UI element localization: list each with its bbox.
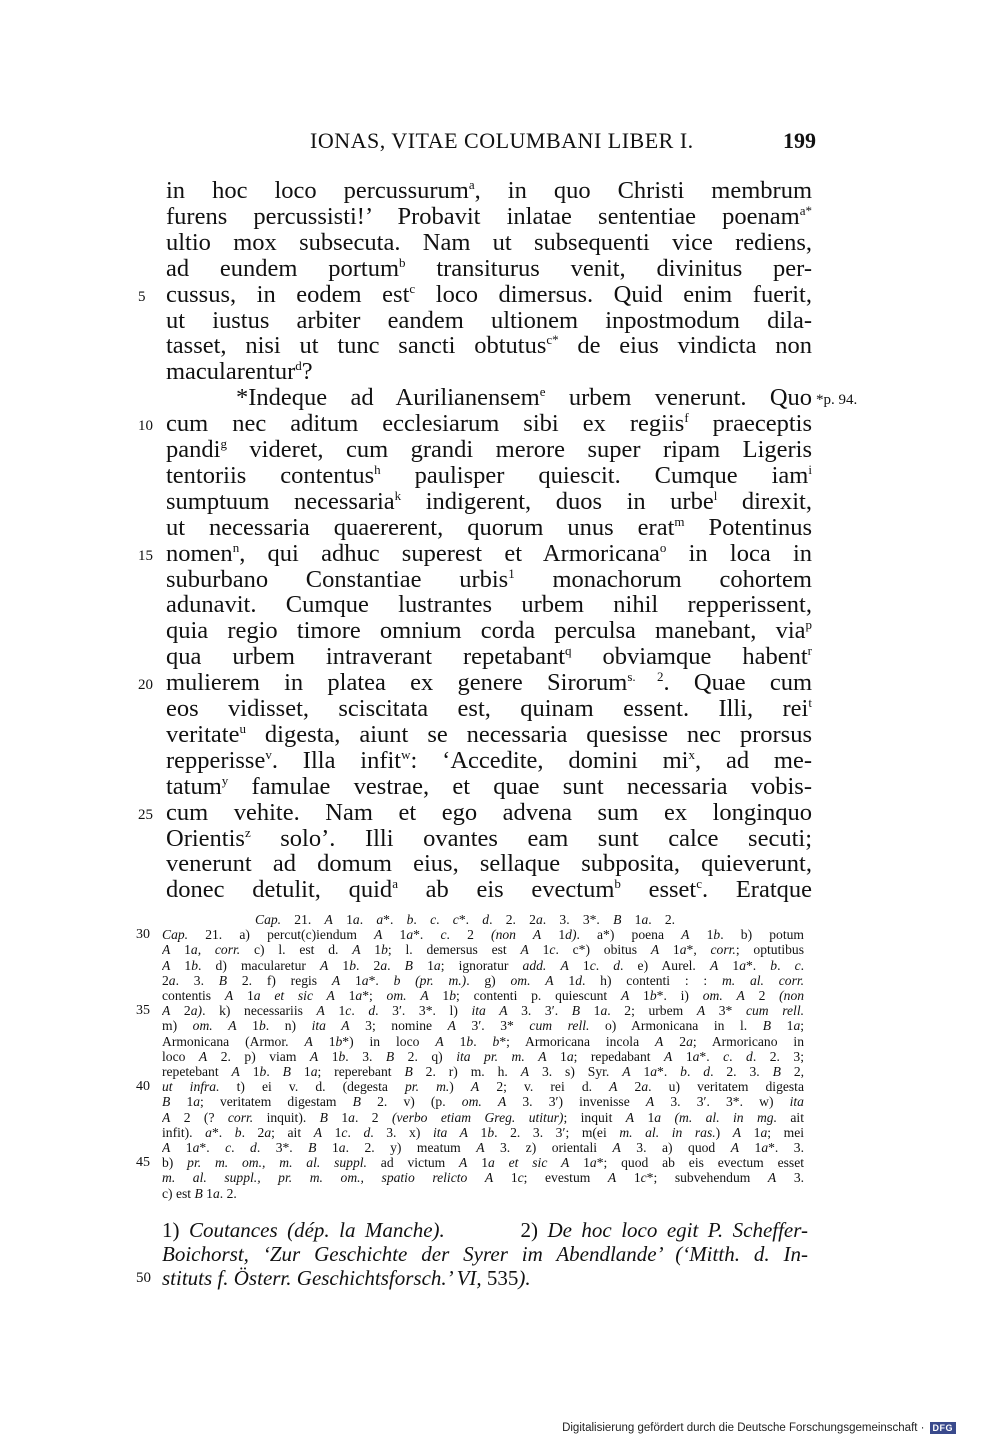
text-line: sumptuum necessaria$^k$ indigerent, duos in urbe$^l$ direxit, [166, 487, 812, 515]
margin-page-reference: *p. 94. [816, 392, 858, 409]
apparatus-line: b) pr. m. om., m. al. suppl. ad victum A 1a et sic A 1a*; quod ab eis evectum esset [162, 1155, 804, 1171]
text-line: eos vidisset, sciscitata est, quinam essent. Illi, rei$^t$ [166, 695, 812, 722]
apparatus-line: A 1a, corr. c) l. est d. A 1b; l. demersus est A 1c. c*) obitus A 1a*, corr.; optutibus [162, 942, 804, 958]
text-line: nomen$^n$, qui adhuc superest et Armoricana$^o$ in loca in [166, 539, 813, 567]
apparatus-line: B 1a; veritatem digestam B 2. v) (p. om. A 3. 3′) invenisse A 3. 3′. 3*. w) ita [162, 1094, 804, 1110]
text-line: donec detulit, quid$^a$ ab eis evectum$^b$ esset$^c$. Eratque [166, 876, 813, 904]
apparatus-line: Cap. 21. a) percut(c)iendum A 1a*. c. 2 (non A 1d). a*) poena A 1b. b) potum [162, 927, 804, 943]
running-head [160, 128, 816, 158]
text-line: macularentur$^d$? [166, 358, 313, 386]
text-line: qua urbem intraverant repetabant$^q$ obviamque habent$^r$ [166, 643, 812, 671]
text-line: venerunt ad domum eius, sellaque subposita, quieverunt, [166, 850, 812, 878]
apparatus-line: m. al. suppl., pr. m. om., spatio relicto A 1c; evestum A 1c*; subvehendum A 3. [162, 1170, 804, 1186]
text-line: ut necessaria quaererent, quorum unus erat$^m$ Potentinus [166, 513, 812, 541]
line-number: 20 [138, 677, 153, 694]
text-line: cum nec aditum ecclesiarum sibi ex regiis$^f$ praeceptis [166, 410, 812, 438]
text-line: veritate$^u$ digesta, aiunt se necessaria quesisse nec prorsus [166, 720, 812, 748]
line-number: 50 [136, 1270, 151, 1286]
text-line: furens percussisti!’ Probavit inlatae sententiae poenam$^{a*}$ [166, 202, 812, 230]
text-line: pandi$^g$ videret, cum grandi merore super ripam Ligeris [166, 436, 812, 463]
line-number: 10 [138, 418, 153, 435]
dfg-logo: DFG [930, 1422, 957, 1434]
apparatus-line: A 2a). k) necessariis A 1c. d. 3′. 3*. l) ita A 3. 3′. B 1a. 2; urbem A 3* cum rell. [162, 1003, 804, 1019]
apparatus-line: A 1a*. c. d. 3*. B 1a. 2. y) meatum A 3. z) orientali A 3. a) quod A 1a*. 3. [162, 1140, 804, 1155]
footnote-line: stituts f. Österr. Geschichtsforsch.’ VI, 535). [162, 1266, 531, 1290]
text-line: tatum$^y$ famulae vestrae, et quae sunt necessaria vobis- [166, 772, 812, 800]
apparatus-line: infit). a*. b. 2a; ait A 1c. d. 3. x) ita A 1b. 2. 3. 3′; m(ei m. al. in ras.) A 1a; mei [162, 1124, 804, 1140]
text-line: quia regio timore omnium corda perculsa manebant, via$^p$ [166, 617, 812, 645]
line-number: 35 [136, 1003, 150, 1019]
text-line: tentoriis contentus$^h$ paulisper quiescit. Cumque iam$^i$ [166, 461, 812, 489]
text-line: adunavit. Cumque lustrantes urbem nihil repperissent, [166, 591, 812, 619]
running-title: IONAS, VITAE COLUMBANI LIBER I. [310, 128, 694, 153]
apparatus-line: ut infra. t) ei v. d. (degesta pr. m.) A 2; v. rei d. A 2a. u) veritatem digesta [162, 1079, 804, 1095]
apparatus-line: Cap. 21. A 1a. a*. b. c. c*. d. 2. 2a. 3. 3*. B 1a. 2. [255, 912, 675, 927]
text-line: repperisse$^v$. Illa infit$^w$: ‘Accedite, domini $mi^x$, ad me- [166, 746, 813, 774]
text-line: ultio mox subsecuta. Nam ut subsequenti vice rediens, [166, 228, 812, 256]
text-line: *Indeque ad Aurilianensem$^e$ urbem venerunt. Quo [236, 384, 813, 412]
line-number: 5 [138, 288, 146, 305]
line-number: 45 [136, 1155, 150, 1171]
apparatus-line: 2a. 3. B 2. f) regis A 1a*. b (pr. m.). g) om. A 1d. h) contenti : : m. al. corr. [162, 972, 804, 988]
text-line: Orientis$^z$ solo’. Illi ovantes eam sunt calce secuti; [166, 824, 812, 852]
digitization-credit [562, 1420, 956, 1436]
footnote-line: 1) Coutances (dép. la Manche). 2) De hoc loco egit P. Scheffer- [162, 1218, 809, 1242]
text-line: mulierem in platea ex genere Sirorum$^{s. 2}$. Quae cum [166, 669, 813, 697]
line-number: 40 [136, 1079, 150, 1095]
text-line: tasset, nisi ut tunc sancti obtutus$^{c*}$ de eius vindicta non [166, 332, 812, 360]
text-line: suburbano Constantiae urbis$^1$ monachorum cohortem [166, 565, 812, 593]
apparatus-line: c) est B 1a. 2. [162, 1185, 237, 1201]
credit-text: Digitalisierung gefördert durch die Deutsche Forschungsgemeinschaft · [562, 1422, 925, 1434]
text-line: ad eundem portum$^b$ transiturus venit, divinitus per- [166, 254, 812, 282]
text-line: cussus, in eodem est$^c$ loco dimersus. Quid enim fuerit, [166, 280, 812, 308]
line-number: 30 [136, 927, 150, 943]
apparatus-line: A 2 (? corr. inquit). B 1a. 2 (verbo etiam Greg. utitur); inquit A 1a (m. al. in mg. ait [162, 1109, 804, 1125]
text-line: cum vehite. Nam et ego advena sum ex longinquo [166, 798, 812, 826]
apparatus-line: m) om. A 1b. n) ita A 3; nomine A 3′. 3* cum rell. o) Armonicana in l. B 1a; [162, 1018, 804, 1034]
line-number: 15 [138, 547, 153, 564]
line-number: 25 [138, 806, 153, 823]
footnote-line: Boichorst, ‘Zur Geschichte der Syrer im Abendlande’ (‘Mitth. d. In- [162, 1242, 808, 1266]
apparatus-line: contentis A 1a et sic A 1a*; om. A 1b; contenti p. quiescunt A 1b*. i) om. A 2 (non [162, 988, 804, 1003]
apparatus-line: loco A 2. p) viam A 1b. 3. B 2. q) ita pr. m. A 1a; repedabant A 1a*. c. d. 2. 3; [162, 1048, 804, 1064]
apparatus-line: repetebant A 1b. B 1a; reperebant B 2. r) m. h. A 3. s) Syr. A 1a*. b. d. 2. 3. B 2, [162, 1064, 804, 1079]
apparatus-line: Armonicana (Armor. A 1b*) in loco A 1b. b*; Armoricana incola A 2a; Armoricano in [162, 1033, 804, 1049]
page-number: 199 [783, 128, 816, 153]
apparatus-line: A 1b. d) macularetur A 1b. 2a. B 1a; ignoratur add. A 1c. d. e) Aurel. A 1a*. b. c. [162, 957, 804, 973]
text-line: ut iustus arbiter eandem ultionem inpostmodum dila- [166, 306, 812, 334]
text-line: in hoc loco percussurum$^a$, in quo Christi membrum [166, 177, 813, 204]
